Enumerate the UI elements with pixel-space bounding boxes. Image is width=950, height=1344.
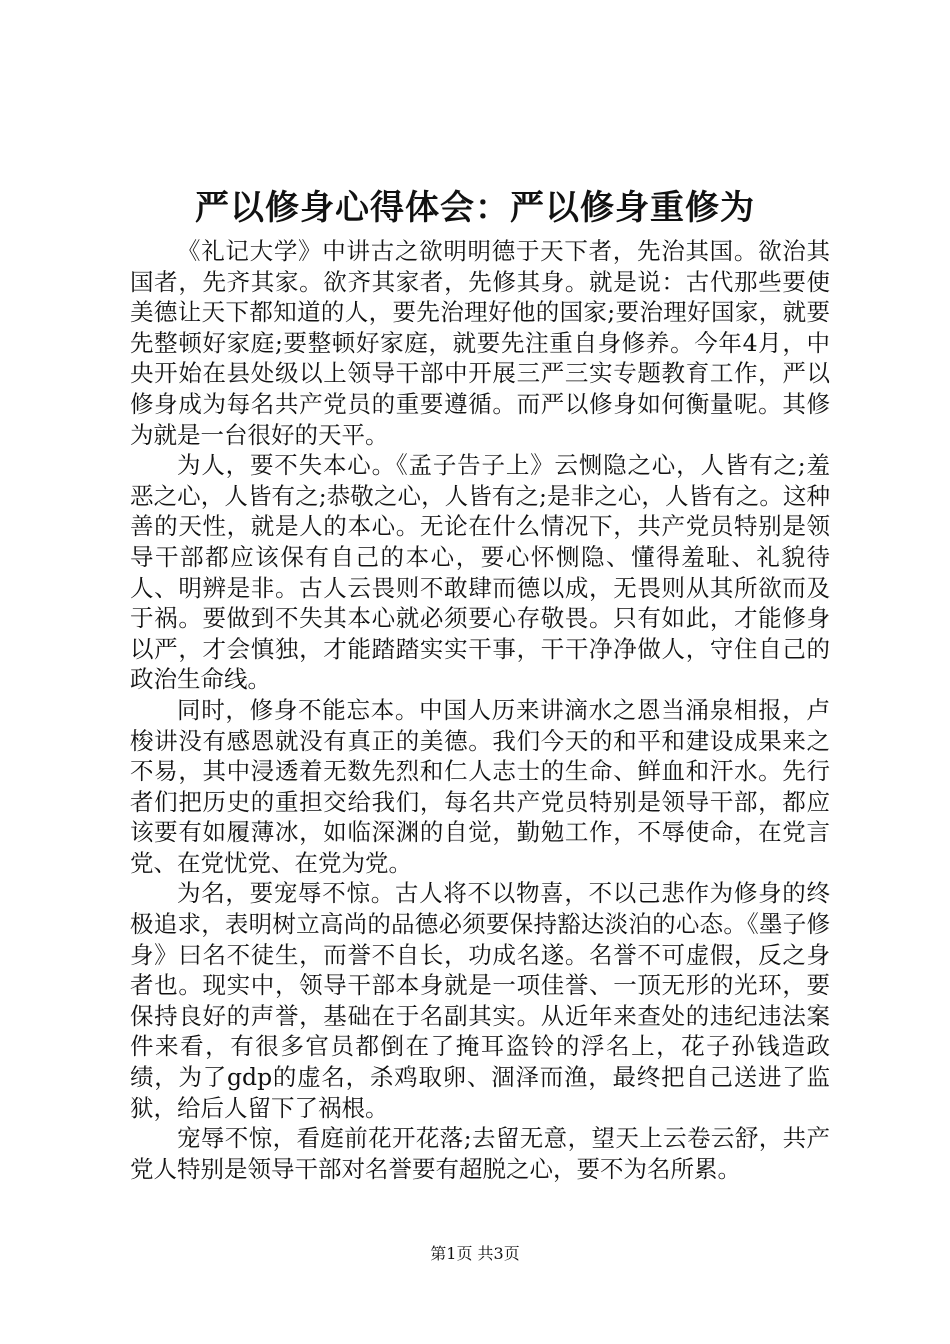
document-title: 严以修身心得体会：严以修身重修为 — [195, 188, 755, 228]
document-body — [130, 236, 830, 1184]
paragraph-4: 为名，要宠辱不惊。古人将不以物喜，不以己悲作为修身的终极追求，表明树立高尚的品德必须要保持豁达淡泊的心态。《墨子修身》曰名不徒生，而誉不自长，功成名遂。名誉不可虚假，反之身者也。现实中，领导干部本身就是一项佳誉、一顶无形的光环，要保持良好的声誉，基础在于名副其实。从近年来查处的违纪违法案件来看，有很多官员都倒在了掩耳盗铃的浮名上，花子孙钱造政绩，为了gdp的虚名，杀鸡取卵、涸泽而渔，最终把自己送进了监狱，给后人留下了祸根。 — [130, 879, 830, 1122]
paragraph-3: 同时，修身不能忘本。中国人历来讲滴水之恩当涌泉相报，卢梭讲没有感恩就没有真正的美德。我们今天的和平和建设成果来之不易，其中浸透着无数先烈和仁人志士的生命、鲜血和汗水。先行者们把历史的重担交给我们，每名共产党员特别是领导干部，都应该要有如履薄冰，如临深渊的自觉，勤勉工作，不辱使命，在党言党、在党忧党、在党为党。 — [130, 695, 830, 877]
paragraph-1: 《礼记大学》中讲古之欲明明德于天下者，先治其国。欲治其国者，先齐其家。欲齐其家者，先修其身。就是说：古代那些要使美德让天下都知道的人，要先治理好他的国家;要治理好国家，就要先整顿好家庭;要整顿好家庭，就要先注重自身修养。今年4月，中央开始在县处级以上领导干部中开展三严三实专题教育工作，严以修身成为每名共产党员的重要遵循。而严以修身如何衡量呢。其修为就是一台很好的天平。 — [130, 237, 830, 449]
page-number-footer: 第1页 共3页 — [430, 1244, 520, 1263]
paragraph-2: 为人，要不失本心。《孟子告子上》云恻隐之心，人皆有之;羞恶之心，人皆有之;恭敬之心，人皆有之;是非之心，人皆有之。这种善的天性，就是人的本心。无论在什么情况下，共产党员特别是领导干部都应该保有自己的本心，要心怀恻隐、懂得羞耻、礼貌待人、明辨是非。古人云畏则不敢肆而德以成，无畏则从其所欲而及于祸。要做到不失其本心就必须要心存敬畏。只有如此，才能修身以严，才会慎独，才能踏踏实实干事，干干净净做人，守住自己的政治生命线。 — [130, 451, 830, 694]
paragraph-5: 宠辱不惊，看庭前花开花落;去留无意，望天上云卷云舒，共产党人特别是领导干部对名誉要有超脱之心，要不为名所累。 — [130, 1124, 830, 1183]
